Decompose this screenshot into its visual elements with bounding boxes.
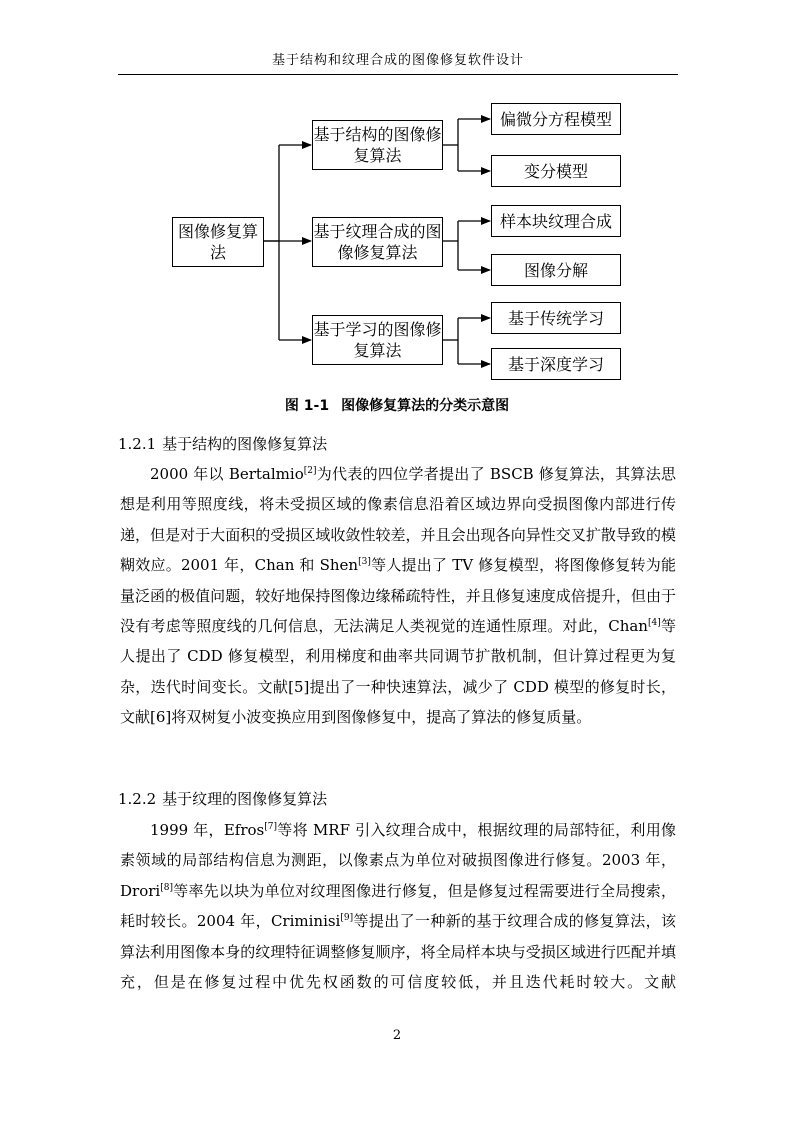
- leaf-pde-model: 偏微分方程模型: [491, 103, 621, 135]
- running-title: 基于结构和纹理合成的图像修复软件设计: [271, 53, 524, 68]
- section-number: 1.2.1: [118, 435, 157, 453]
- figure-caption: [0, 395, 794, 415]
- citation-ref: [7]: [264, 822, 277, 832]
- text-run: 2000 年以 Bertalmio: [150, 465, 304, 483]
- leaf-deep-learning: 基于深度学习: [491, 348, 621, 380]
- citation-ref: [4]: [647, 618, 661, 629]
- text-run: 等人提出了 TV 修复模型，将图像修复转为能量泛函的极值问题，较好地保持图像边缘稀疏特性，并且修复速度成倍提升，但由于没有考虑等照度线的几何信息，无法满足人类视觉的连通性原理。对此，Chan: [120, 556, 676, 636]
- leaf-traditional-learning: 基于传统学习: [491, 302, 621, 334]
- figure-number: 图 1-1: [284, 398, 330, 414]
- text-run: 等将 MRF 引入纹理合成中，根据纹理的局部特征，利用像素领域的局部结构信息为测距，以像素点为单位对破损图像进行修复。2003 年，Drori: [120, 821, 676, 900]
- leaf-patch-texture-synthesis: 样本块纹理合成: [491, 205, 621, 237]
- figure-caption-text: 图像修复算法的分类示意图: [341, 398, 510, 414]
- citation-ref: [3]: [358, 557, 371, 568]
- leaf-image-decomposition: 图像分解: [491, 254, 621, 286]
- section-title: 基于纹理的图像修复算法: [162, 790, 328, 808]
- root-node: 图像修复算法: [172, 217, 264, 267]
- section-number: 1.2.2: [118, 790, 157, 808]
- text-run: 等率先以块为单位对纹理图像进行修复，但是修复过程需要进行全局搜索，耗时较长。2004 年，Criminisi: [120, 881, 676, 931]
- paragraph-structure-methods: [120, 459, 676, 733]
- citation-ref: [2]: [303, 466, 317, 476]
- text-run: 为代表的四位学者提出了 BSCB 修复算法，其算法思想是利用等照度线，将未受损区域的像素信息沿着区域边界向受损图像内部进行传递，但是对于大面积的受损区域收敛性较差，并且会出现各向异性交叉扩散导致的模糊效应。2001 年，Chan 和 Shen: [120, 465, 676, 575]
- section-title: 基于结构的图像修复算法: [162, 435, 328, 453]
- paragraph-texture-methods: [120, 815, 676, 997]
- node-texture-based: 基于纹理合成的图像修复算法: [312, 217, 443, 267]
- text-run: 等人提出了 CDD 修复模型，利用梯度和曲率共同调节扩散机制，但计算过程更为复杂，迭代时间变长。文献[5]提出了一种快速算法，减少了 CDD 模型的修复时长，文献[6]将双树复小波变换应用到图像修复中，提高了算法的修复质量。: [120, 617, 676, 727]
- page-number: 2: [392, 1028, 402, 1043]
- text-run: 1999 年，Efros: [150, 821, 265, 839]
- text-run: 等提出了一种新的基于纹理合成的修复算法，该算法利用图像本身的纹理特征调整修复顺序，将全局样本块与受损区域进行匹配并填充，但是在修复过程中优先权函数的可信度较低，并且迭代耗时较大。文献: [120, 912, 676, 992]
- citation-ref: [9]: [340, 913, 354, 924]
- node-structure-based: 基于结构的图像修复算法: [312, 120, 443, 170]
- citation-ref: [8]: [160, 882, 173, 893]
- node-learning-based: 基于学习的图像修复算法: [312, 315, 443, 365]
- section-heading-1-2-1: [118, 433, 327, 455]
- section-heading-1-2-2: [118, 788, 327, 810]
- leaf-variational-model: 变分模型: [491, 155, 621, 187]
